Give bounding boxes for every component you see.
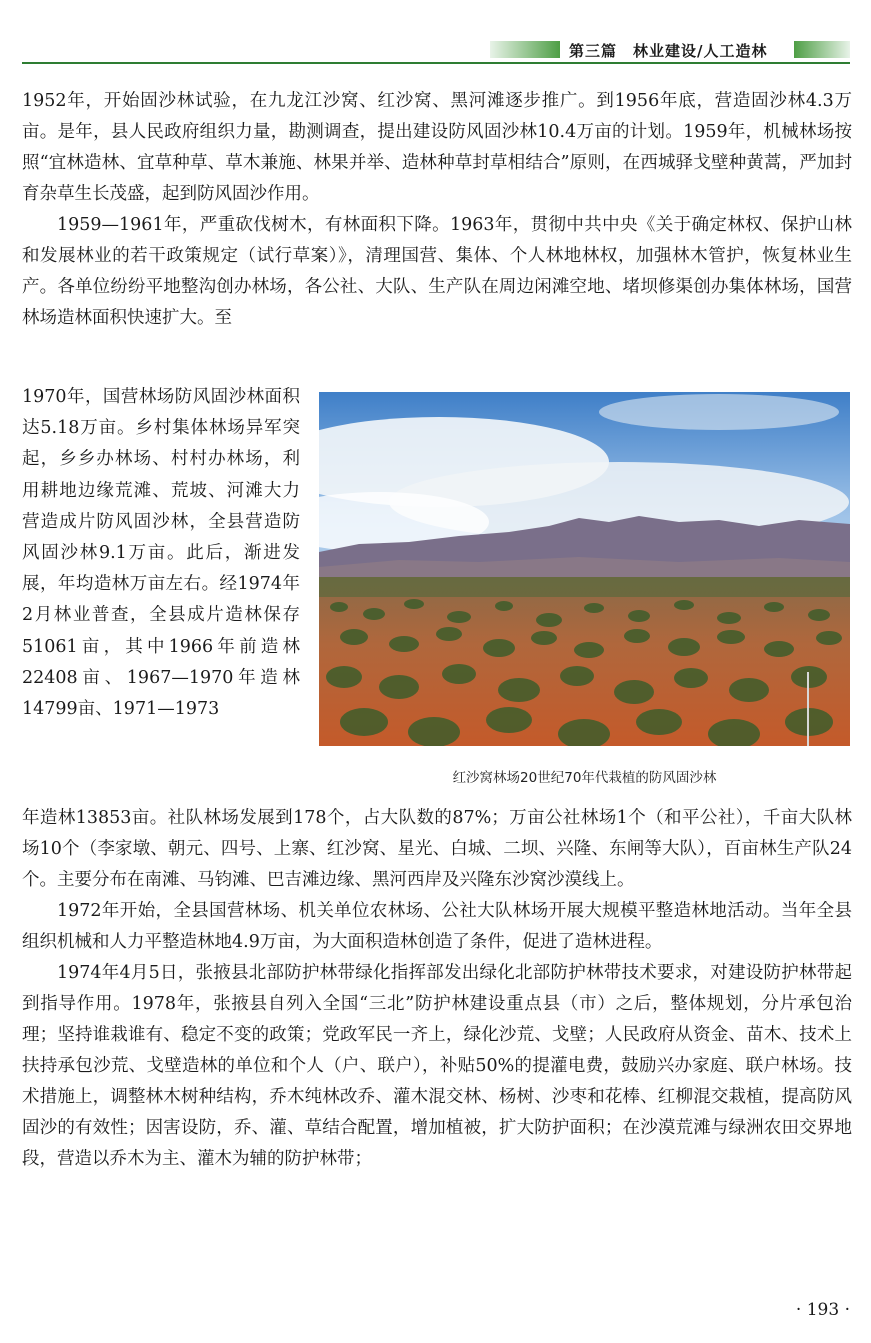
forest-photo-image xyxy=(319,392,850,746)
paragraph-1952: 1952年，开始固沙林试验，在九龙江沙窝、红沙窝、黑河滩逐步推广。到1956年底，营造固沙林4.3万亩。是年，县人民政府组织力量，勘测调查，提出建设防风固沙林10.4万亩的计划。1959年，机械林场按照“宜林造林、宜草种草、草木兼施、林果并举、造林种草封草相结合”原则，在西城驿戈壁种黄蒿，严加封育杂草生长茂盛，起到防风固沙作用。 xyxy=(22,91,852,204)
paragraph-1972: 1972年开始，全县国营林场、机关单位农林场、公社大队林场开展大规模平整造林地活动。当年全县组织机械和人力平整造林地4.9万亩，为大面积造林创造了条件，促进了造林进程。 xyxy=(22,901,852,952)
paragraph-1970-continued: 年造林13853亩。社队林场发展到178个，占大队数的87%；万亩公社林场1个（和平公社），千亩大队林场10个（李家墩、朝元、四号、上寨、红沙窝、星光、白城、二坝、兴隆、东闸等大队），百亩林生产队24个。主要分布在南滩、马钧滩、巴吉滩边缘、黑河西岸及兴隆东沙窝沙漠线上。 xyxy=(22,808,852,890)
header-rule xyxy=(22,62,850,64)
header-decor-bar-right xyxy=(794,41,850,58)
paragraph-1974: 1974年4月5日，张掖县北部防护林带绿化指挥部发出绿化北部防护林带技术要求，对建设防护林带起到指导作用。1978年，张掖县自列入全国“三北”防护林建设重点县（市）之后，整体规划，分片承包治理；坚持谁栽谁有、稳定不变的政策；党政军民一齐上，绿化沙荒、戈壁；人民政府从资金、苗木、技术上扶持承包沙荒、戈壁造林的单位和个人（户、联户），补贴50%的提灌电费，鼓励兴办家庭、联户林场。技术措施上，调整林木树种结构，乔木纯林改乔、灌木混交林、杨树、沙枣和花棒、红柳混交栽植，提高防风固沙的有效性；因害设防，乔、灌、草结合配置，增加植被，扩大防护面积；在沙漠荒滩与绿洲农田交界地段，营造以乔木为主、灌木为辅的防护林带； xyxy=(22,963,852,1169)
page-number: · 193 · xyxy=(795,1300,850,1320)
paragraph-1970-wrap: 1970年，国营林场防风固沙林面积达5.18万亩。乡村集体林场异军突起，乡乡办林场、村村办林场，利用耕地边缘荒滩、荒坡、河滩大力营造成片防风固沙林，全县营造防风固沙林9.1万亩。此后，渐进发展，年均造林万亩左右。经1974年2月林业普查，全县成片造林保存51061亩，其中1966年前造林22408亩、1967—1970年造林14799亩、1971—1973 xyxy=(22,387,300,720)
forest-photo xyxy=(319,392,850,746)
text-wrap-column xyxy=(22,382,300,725)
photo-caption: 红沙窝林场20世纪70年代栽植的防风固沙林 xyxy=(452,770,717,786)
paragraph-1959-start: 1959—1961年，严重砍伐树木，有林面积下降。1963年，贯彻中共中央《关于确定林权、保护山林和发展林业的若干政策规定（试行草案）》，清理国营、集体、个人林地林权，加强林木管护，恢复林业生产。各单位纷纷平地整沟创办林场，各公社、大队、生产队在周边闲滩空地、堵坝修渠创办集体林场，国营林场造林面积快速扩大。至 xyxy=(22,215,852,328)
running-header xyxy=(22,38,850,64)
header-decor-bar-left xyxy=(490,41,560,58)
header-title: 第三篇 林业建设/人工造林 xyxy=(569,42,768,60)
text-block-bottom xyxy=(22,803,852,1175)
text-block-top xyxy=(22,86,852,334)
